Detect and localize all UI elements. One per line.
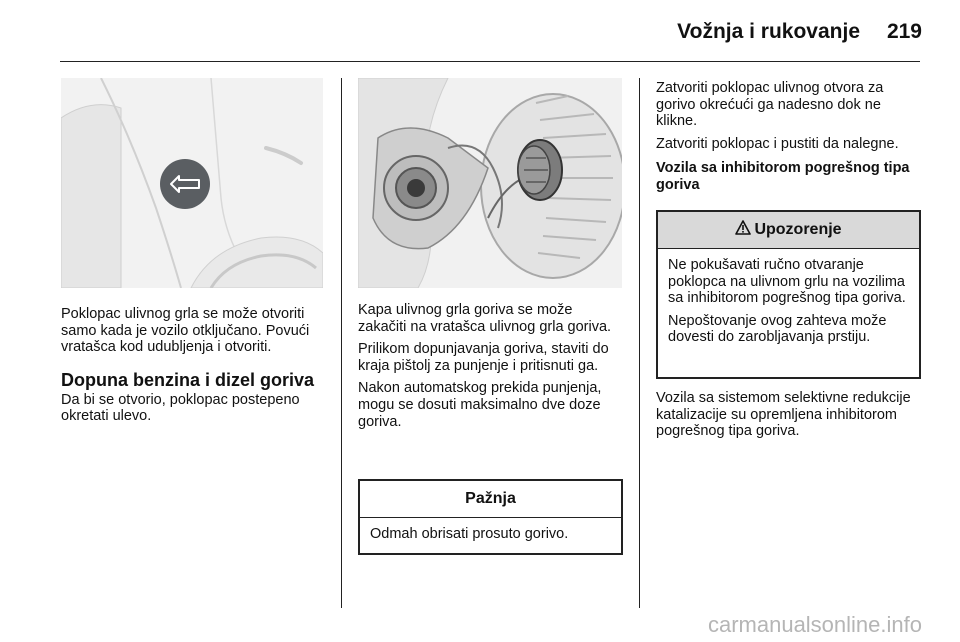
cap-open-paragraph: Da bi se otvorio, poklopac postepeno okretati ulevo.: [61, 391, 300, 425]
page-number: 219: [886, 20, 922, 43]
fuel-door-illustration: [61, 78, 323, 288]
misfuel-inhibitor-subheading: Vozila sa inhibitorom pogrešnog tipa goriva: [656, 160, 910, 193]
close-door-paragraph: Zatvoriti poklopac i pustiti da nalegne.: [656, 135, 899, 152]
warning-title: Upozorenje: [754, 221, 842, 238]
page-header: [0, 0, 960, 62]
close-cap-paragraph: Zatvoriti poklopac ulivnog otvora za gorivo okrećući ga nadesno dok ne klikne.: [656, 80, 884, 130]
fuel-cap-illustration: [358, 78, 622, 288]
column-2-text: [358, 302, 624, 436]
scr-paragraph-wrap: [656, 390, 922, 446]
warning-box: [656, 210, 921, 379]
header-divider: [60, 61, 920, 62]
column-divider-1: [341, 78, 342, 608]
column-divider-2: [639, 78, 640, 608]
nozzle-paragraph: Prilikom dopunjavanja goriva, staviti do kraja pištolj za punjenje i pritisnuti ga.: [358, 341, 609, 374]
auto-stop-paragraph: Nakon automatskog prekida punjenja, mogu se dosuti maksimalno dve doze goriva.: [358, 380, 602, 430]
notice-title: Pažnja: [360, 481, 621, 518]
notice-text: Odmah obrisati prosuto gorivo.: [370, 526, 569, 542]
section-title: Vožnja i rukovanje: [677, 20, 860, 43]
column-3-text: [656, 80, 922, 200]
warning-triangle-icon: [735, 220, 751, 240]
column-1-text: [61, 306, 325, 431]
refuel-heading: Dopuna benzina i dizel goriva: [61, 369, 315, 390]
notice-box: [358, 479, 623, 555]
scr-paragraph: Vozila sa sistemom selektivne redukcije katalizacije su opremljena inhibitorom pogrešnog tipa goriva.: [656, 390, 911, 440]
warning-text-1: Ne pokušavati ručno otvaranje poklopca na ulivnom grlu na vozilima sa inhibitorom pogrešnog tipa goriva.: [668, 257, 906, 307]
cap-hook-paragraph: Kapa ulivnog grla goriva se može zakačiti na vratašca ulivnog grla goriva.: [358, 302, 612, 335]
warning-text-2: Nepoštovanje ovog zahteva može dovesti do zarobljavanja prstiju.: [668, 312, 887, 346]
warning-header: [658, 212, 919, 249]
fuel-door-open-paragraph: Poklopac ulivnog grla se može otvoriti samo kada je vozilo otključano. Povući vratašca kod udubljenja i otvoriti.: [61, 306, 310, 356]
watermark: carmanualsonline.info: [707, 612, 922, 637]
warning-body: [658, 249, 919, 358]
